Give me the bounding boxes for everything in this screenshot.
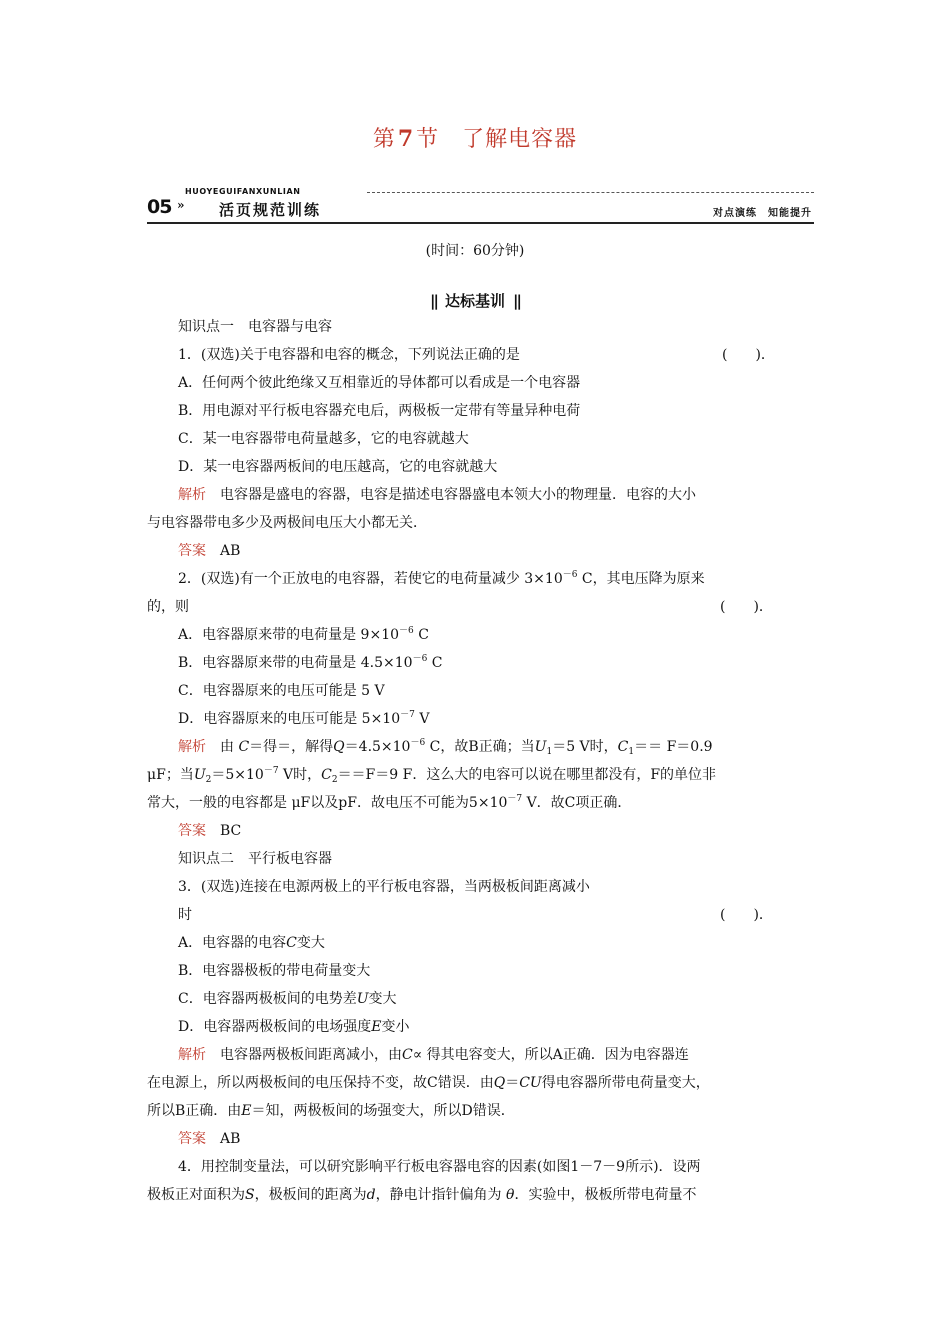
q1-answer-value: AB	[220, 543, 241, 559]
q1-stem-text: 1．(双选)关于电容器和电容的概念，下列说法正确的是	[178, 347, 520, 363]
q3-stem-line-1: 3．(双选)连接在电源两极上的平行板电容器，当两极板间距离减小	[178, 879, 590, 895]
page-title	[0, 122, 950, 153]
q3-jx3-b: ＝知，两极板间的场强变大，所以D错误．	[251, 1103, 515, 1119]
q2-b-text: B．电容器原来带的电荷量是 4.5×10	[178, 655, 413, 671]
q2-jx2-sub: 2	[205, 775, 212, 785]
banner-number: 05	[147, 196, 172, 218]
q4-l2-b: ，极板间的距离为	[254, 1187, 367, 1203]
q3-d-text: D．电容器两极板间的电场强度	[178, 1019, 372, 1035]
q2-option-a	[178, 626, 429, 644]
q2-b-exponent: －6	[412, 654, 428, 664]
banner-right-label: 对点演练 知能提升	[713, 208, 812, 219]
q3-jx1-c: C	[402, 1047, 413, 1063]
q2-jx1-exp: －6	[410, 738, 426, 748]
q2-answer-value: BC	[220, 823, 242, 839]
title-name: 了解电容器	[462, 127, 578, 152]
q3-jx1-b: ∝ 得其电容变大，所以A正确．因为电容器连	[412, 1047, 689, 1063]
knowledge-point-2: 知识点二 平行板电容器	[178, 851, 332, 867]
banner-dashed-rule	[367, 192, 814, 193]
q2-jx1-f: ＝5 V时，	[552, 739, 618, 755]
q2-jx1-e: C，故B正确；当	[425, 739, 535, 755]
q2-option-b	[178, 654, 442, 672]
q2-jx1-a: 由	[220, 739, 234, 755]
knowledge-point-1: 知识点一 电容器与电容	[178, 319, 332, 335]
q3-jx3-a: 所以B正确．由	[147, 1103, 242, 1119]
q3-analysis-line-3	[147, 1102, 515, 1120]
q2-jx1-sub2: 1	[628, 747, 635, 757]
q3-a-text: A．电容器的电容	[178, 935, 287, 951]
q1-analysis-line-2: 与电容器带电多少及两极间电压大小都无关．	[147, 515, 427, 531]
q2-analysis-line-2	[147, 766, 716, 784]
q2-a-text: A．电容器原来带的电荷量是 9×10	[178, 627, 400, 643]
q1-answer	[178, 542, 240, 560]
q2-a-unit: C	[413, 627, 429, 643]
q1-analysis-line-1	[178, 486, 696, 504]
q2-answer	[178, 822, 241, 840]
q3-jx2-eq: ＝	[505, 1075, 520, 1091]
q1-option-d: D．某一电容器两板间的电压越高，它的电容就越大	[178, 459, 498, 475]
section-bar-right: ||	[513, 292, 520, 310]
q1-option-b: B．用电源对平行板电容器充电后，两极板一定带有等量异种电荷	[178, 403, 581, 419]
q3-analysis-line-1	[178, 1046, 689, 1064]
q2-b-unit: C	[427, 655, 443, 671]
banner-rule	[147, 222, 814, 224]
title-prefix: 第	[372, 127, 396, 152]
q2-stem-line-2: 的，则	[147, 599, 189, 615]
q1-analysis-text-1: 电容器是盛电的容器，电容是描述电容器盛电本领大小的物理量．电容的大小	[220, 487, 696, 503]
q3-jx2-cu: CU	[519, 1075, 542, 1091]
q2-jx2-d: ＝＝F＝9 F．这么大的电容可以说在哪里都没有，F的单位非	[337, 767, 717, 783]
q2-jx2-b: ＝5×10	[211, 767, 264, 783]
q2-d-text: D．电容器原来的电压可能是 5×10	[178, 711, 401, 727]
q2-jx2-sub2: 2	[331, 775, 338, 785]
q2-jx3-exp: －7	[507, 794, 523, 804]
q2-jx1-c2: C	[617, 739, 629, 755]
q1-bracket: ( )．	[722, 347, 775, 363]
q2-option-d	[178, 710, 429, 728]
section-title: 达标基训	[444, 292, 505, 310]
q3-option-a	[178, 934, 325, 952]
q2-jx1-sub1: 1	[546, 747, 553, 757]
section-heading	[0, 290, 950, 311]
q3-d-var: E	[371, 1019, 382, 1035]
q2-d-unit: V	[414, 711, 430, 727]
q3-jx3-e: E	[241, 1103, 252, 1119]
q2-jx2-u: U	[193, 767, 206, 783]
q2-stem-line-1	[178, 570, 705, 588]
q4-l2-e: ．实验中，极板所带电荷量不	[514, 1187, 697, 1203]
q2-answer-label: 答案	[178, 823, 206, 839]
q1-answer-label: 答案	[178, 543, 206, 559]
q2-d-exponent: －7	[400, 710, 415, 720]
q2-a-exponent: －6	[399, 626, 414, 636]
q4-l2-c: ，静电计指针偏角为	[375, 1187, 502, 1203]
q4-stem-line-2	[147, 1186, 696, 1204]
q2-jx1-b: ＝得＝，解得	[249, 739, 334, 755]
q3-option-c	[178, 990, 397, 1008]
q3-a-var: C	[286, 935, 297, 951]
q2-jx3-b: V．故C项正确．	[522, 795, 632, 811]
title-suffix: 节	[416, 127, 440, 152]
q3-c-text: C．电容器两极板间的电势差	[178, 991, 357, 1007]
q1-stem	[178, 346, 520, 364]
q2-jx2-c: V时，	[278, 767, 322, 783]
q4-l2-a: 极板正对面积为	[147, 1187, 245, 1203]
q2-jx1-q: Q	[333, 739, 345, 755]
q3-c-var: U	[356, 991, 369, 1007]
q2-stem-exponent: －6	[562, 570, 578, 580]
q2-option-c: C．电容器原来的电压可能是 5 V	[178, 683, 385, 699]
q3-d-post: 变小	[381, 1019, 410, 1035]
q2-analysis-line-1	[178, 738, 713, 756]
section-bar-left: ||	[430, 292, 437, 310]
section-banner	[147, 187, 814, 227]
q3-option-d	[178, 1018, 409, 1036]
q1-option-a: A．任何两个彼此绝缘又互相靠近的导体都可以看成是一个电容器	[178, 375, 581, 391]
q3-jx1-a: 电容器两极板间距离减小，由	[220, 1047, 402, 1063]
q2-jx2-cc: C	[321, 767, 332, 783]
q3-jx2-q: Q	[493, 1075, 506, 1091]
time-limit: (时间：60分钟)	[425, 243, 525, 259]
q3-jx2-b: 得电容器所带电荷量变大，	[541, 1075, 710, 1091]
q2-jx2-a: μF；当	[147, 767, 194, 783]
q2-analysis-label: 解析	[178, 739, 206, 755]
q2-stem-text-b: C，其电压降为原来	[577, 571, 705, 587]
q3-answer	[178, 1130, 240, 1148]
q3-bracket: ( )．	[720, 907, 773, 923]
q4-l2-s: S	[245, 1187, 255, 1203]
q2-jx1-c: C	[238, 739, 250, 755]
banner-label: 活页规范训练	[219, 201, 322, 219]
q3-analysis-line-2	[147, 1074, 710, 1092]
q3-jx2-a: 在电源上，所以两极板间的电压保持不变，故C错误．由	[147, 1075, 494, 1091]
q3-answer-value: AB	[220, 1131, 241, 1147]
chevron-right-icon: »	[177, 198, 185, 212]
q2-stem-text-a: 2．(双选)有一个正放电的电容器，若使它的电荷量减少 3×10	[178, 571, 563, 587]
q3-option-b: B．电容器极板的带电荷量变大	[178, 963, 371, 979]
q2-jx1-d: ＝4.5×10	[344, 739, 411, 755]
q4-stem-line-1: 4．用控制变量法，可以研究影响平行板电容器电容的因素(如图1－7－9所示)．设两	[178, 1159, 701, 1175]
q3-stem-line-2: 时	[178, 907, 192, 923]
q2-analysis-line-3	[147, 794, 631, 812]
q4-l2-d: d	[366, 1187, 376, 1203]
q2-jx3-a: 常大，一般的电容都是 μF以及pF．故电压不可能为5×10	[147, 795, 508, 811]
q3-answer-label: 答案	[178, 1131, 206, 1147]
q3-c-post: 变大	[368, 991, 397, 1007]
q2-jx1-g: ＝＝ F＝0.9	[634, 739, 713, 755]
banner-pinyin: HUOYEGUIFANXUNLIAN	[185, 187, 301, 196]
q4-l2-theta: θ	[506, 1187, 515, 1203]
q2-bracket: ( )．	[720, 599, 773, 615]
q1-analysis-label: 解析	[178, 487, 206, 503]
title-number: 7	[397, 126, 415, 152]
q3-a-post: 变大	[296, 935, 325, 951]
q3-analysis-label: 解析	[178, 1047, 206, 1063]
q1-option-c: C．某一电容器带电荷量越多，它的电容就越大	[178, 431, 469, 447]
q2-jx1-u: U	[534, 739, 547, 755]
q2-jx2-exp: －7	[263, 766, 279, 776]
